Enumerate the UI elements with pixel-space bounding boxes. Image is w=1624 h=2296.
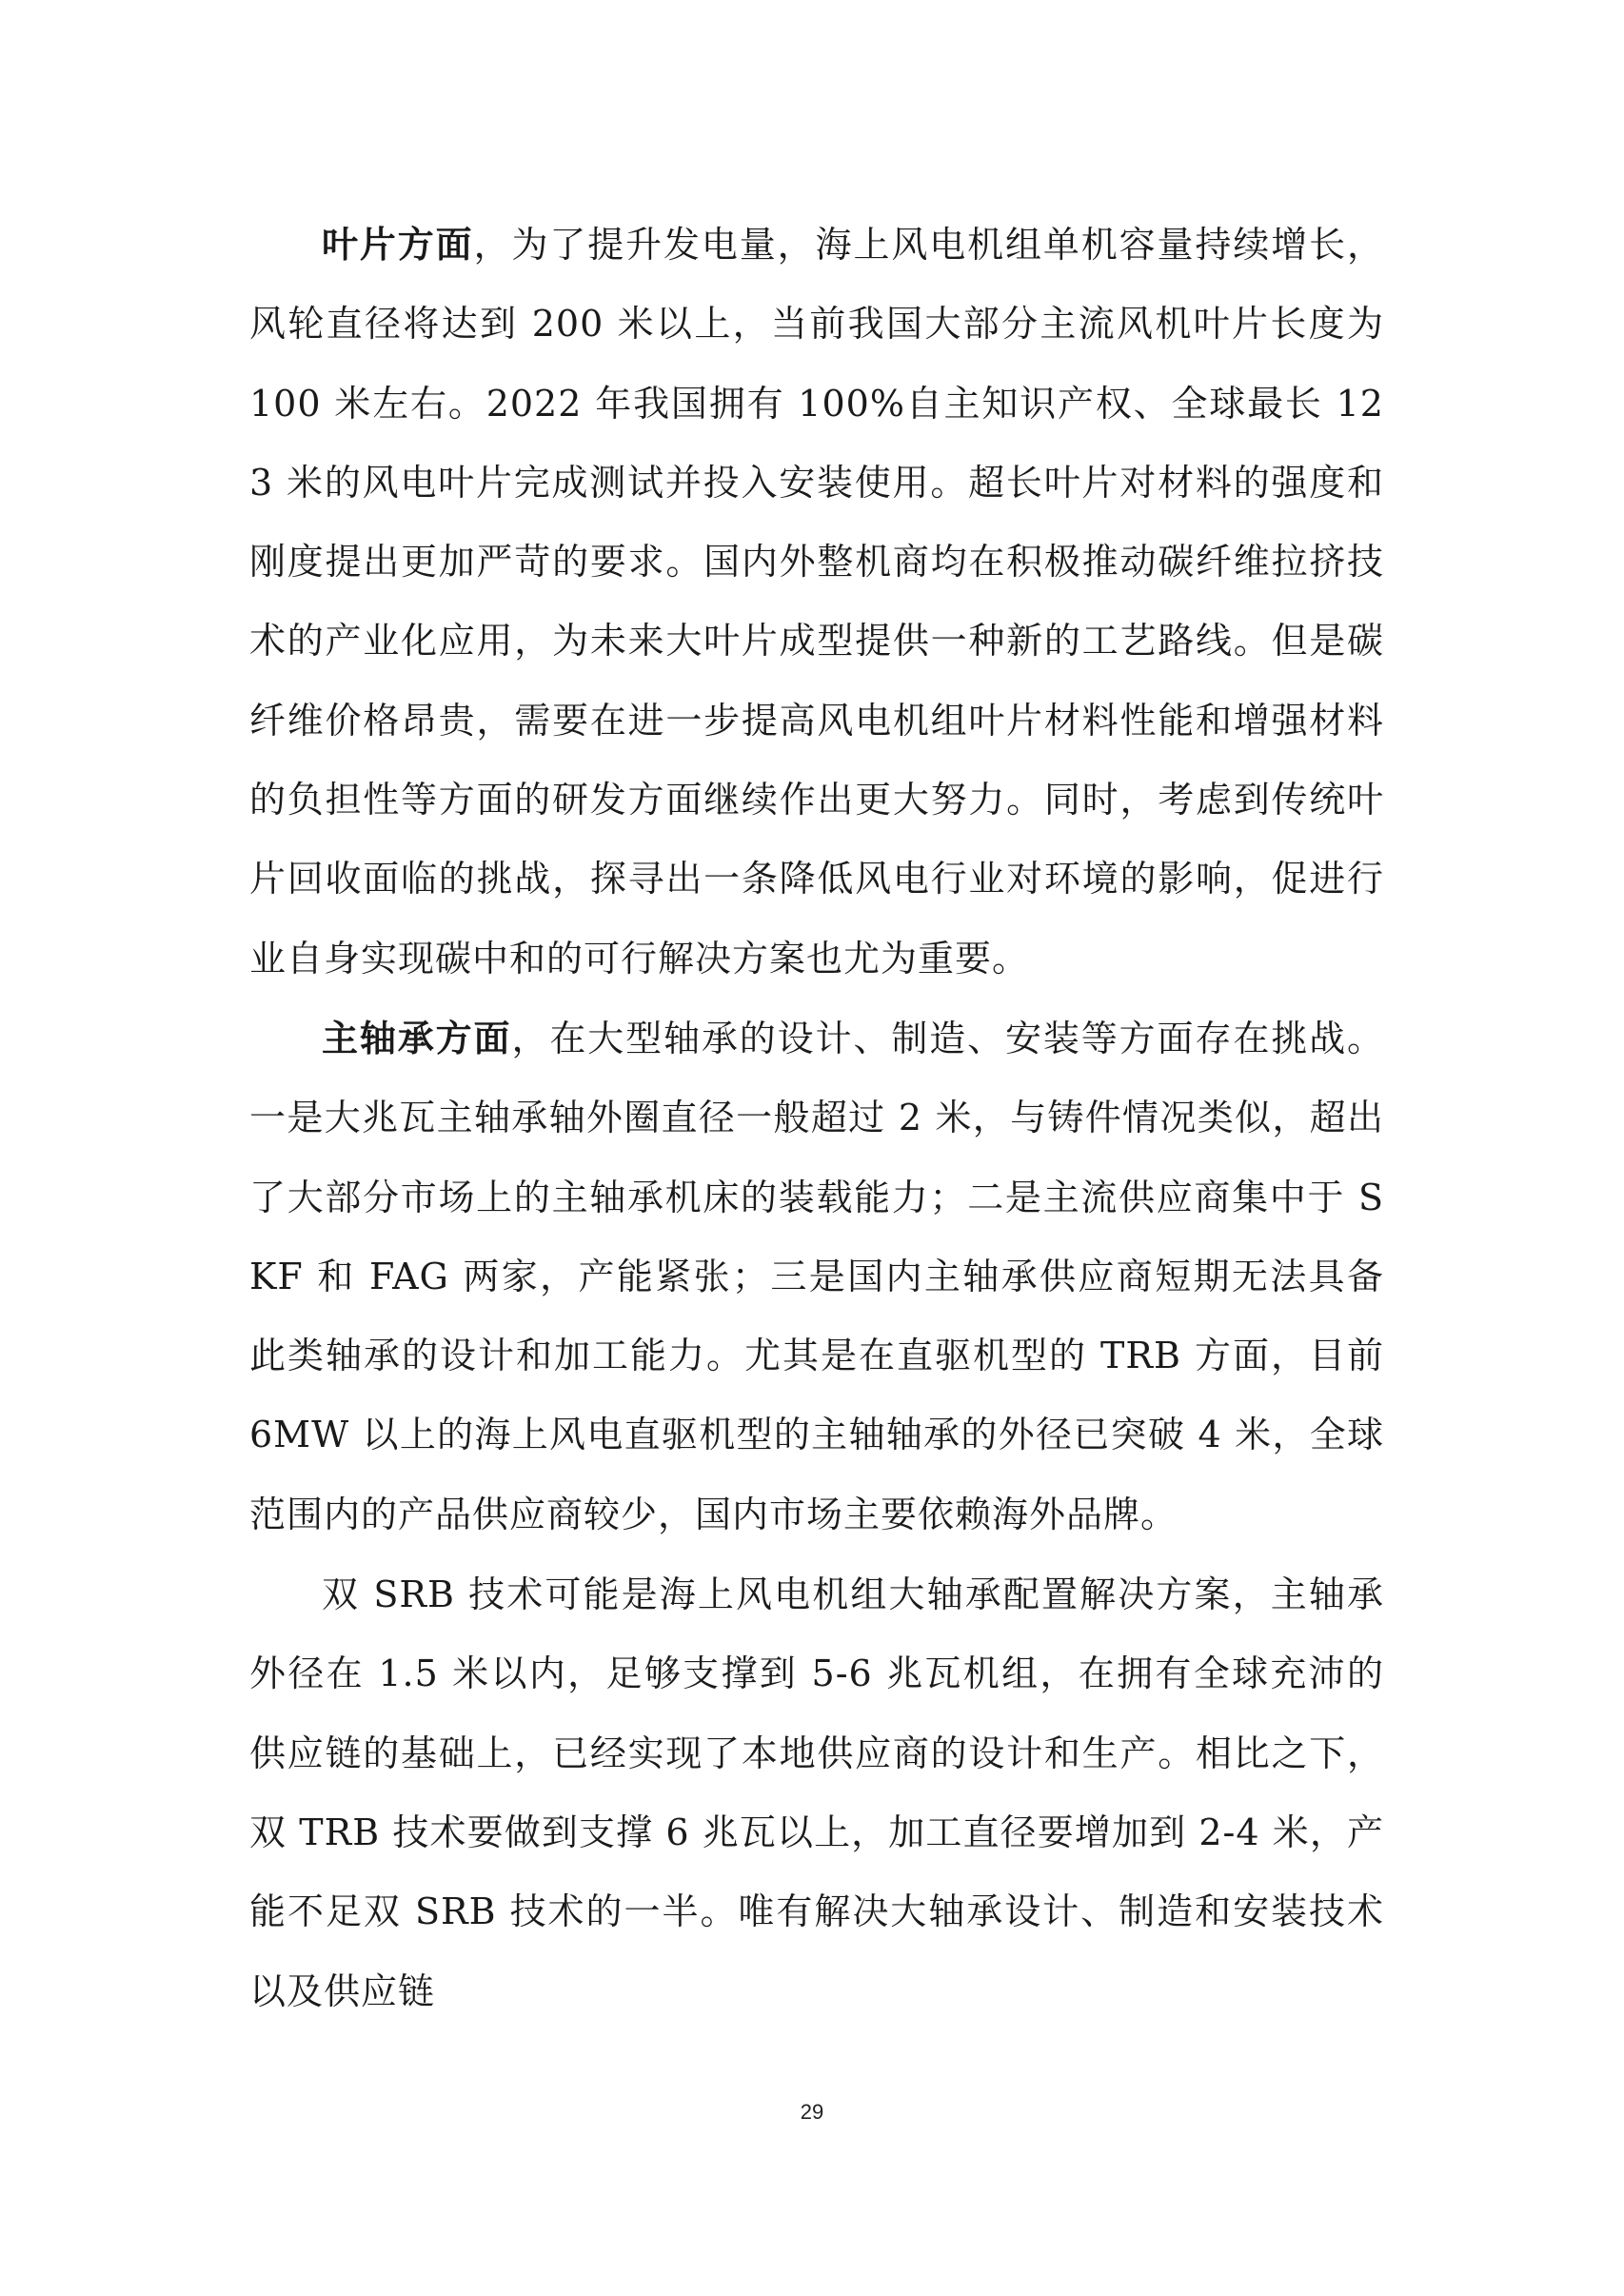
paragraph-lead: 叶片方面 (322, 223, 474, 266)
body-text (249, 205, 1384, 2031)
paragraph-main-bearing (249, 999, 1384, 1554)
paragraph-text: ，在大型轴承的设计、制造、安装等方面存在挑战。一是大兆瓦主轴承轴外圈直径一般超过 2 米，与铸件情况类似，超出了大部分市场上的主轴承机床的装载能力；二是主流供应商集中于 SKF 和 FAG 两家，产能紧张；三是国内主轴承供应商短期无法具备此类轴承的设计和加工能力。尤其是在直驱机型的 TRB 方面，目前 6MW 以上的海上风电直驱机型的主轴轴承的外径已突破 4 米，全球范围内的产品供应商较少，国内市场主要依赖海外品牌。 (249, 1017, 1384, 1535)
paragraph-blades (249, 205, 1384, 999)
paragraph-lead: 主轴承方面 (322, 1016, 512, 1059)
paragraph-srb (249, 1554, 1384, 2031)
page-number: 29 (800, 2100, 824, 2124)
paragraph-text: ，为了提升发电量，海上风电机组单机容量持续增长，风轮直径将达到 200 米以上，当前我国大部分主流风机叶片长度为 100 米左右。2022 年我国拥有 100%自主知识产权、全球最长 123 米的风电叶片完成测试并投入安装使用。超长叶片对材料的强度和刚度提出更加严苛的要求。国内外整机商均在积极推动碳纤维拉挤技术的产业化应用，为未来大叶片成型提供一种新的工艺路线。但是碳纤维价格昂贵，需要在进一步提高风电机组叶片材料性能和增强材料的负担性等方面的研发方面继续作出更大努力。同时，考虑到传统叶片回收面临的挑战，探寻出一条降低风电行业对环境的影响，促进行业自身实现碳中和的可行解决方案也尤为重要。 (249, 224, 1384, 980)
paragraph-text: 双 SRB 技术可能是海上风电机组大轴承配置解决方案，主轴承外径在 1.5 米以内，足够支撑到 5-6 兆瓦机组，在拥有全球充沛的供应链的基础上，已经实现了本地供应商的设计和生产。相比之下，双 TRB 技术要做到支撑 6 兆瓦以上，加工直径要增加到 2-4 米，产能不足双 SRB 技术的一半。唯有解决大轴承设计、制造和安装技术以及供应链 (249, 1574, 1384, 2012)
